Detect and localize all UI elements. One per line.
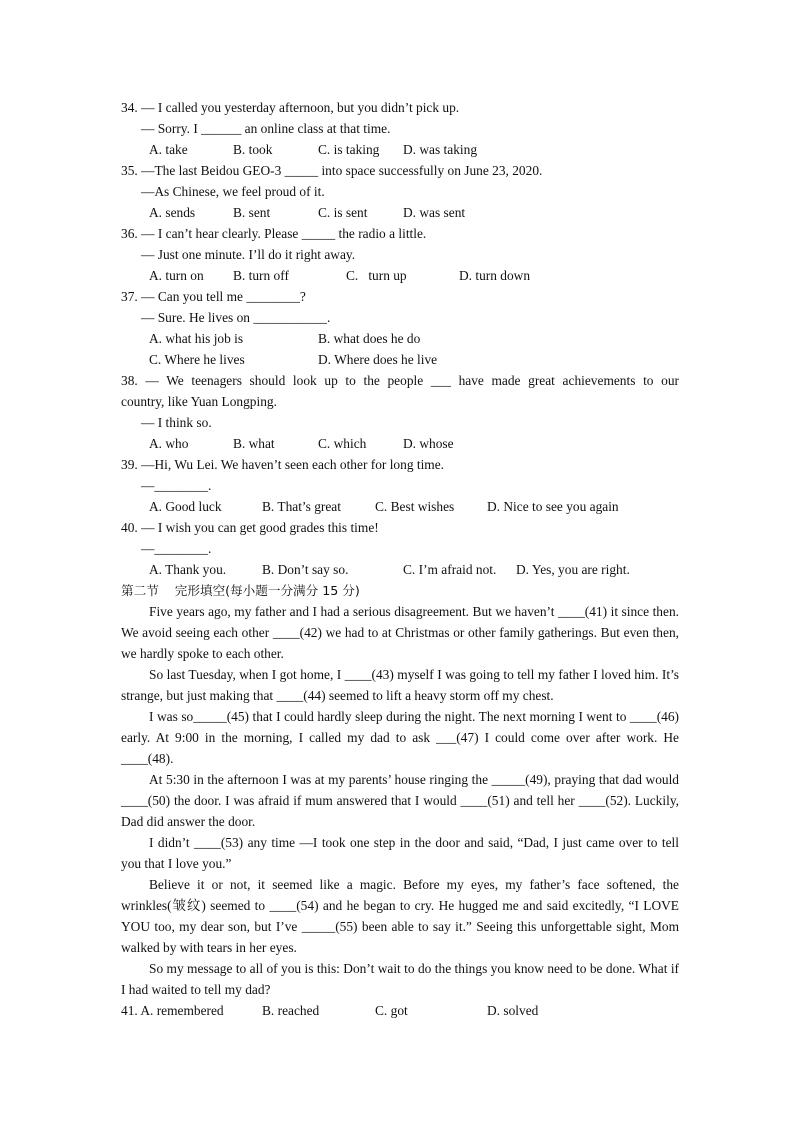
options-row: [121, 433, 679, 454]
passage-paragraph: I was so_____(45) that I could hardly sleep during the night. The next morning I went to ____(46) early. At 9:00 in the morning, I called my dad to ask ___(47) I could come over after work. He ____(48).: [121, 709, 679, 766]
option-d: D. was sent: [403, 205, 466, 220]
option-b: B. Don’t say so.: [262, 562, 349, 577]
question-reply: — Sorry. I ______ an online class at that time.: [141, 121, 391, 136]
options-row: [121, 202, 679, 223]
question-41: [121, 1000, 679, 1021]
options-row: [121, 559, 679, 580]
page-content: [121, 97, 679, 1021]
question-39: [121, 454, 679, 517]
option-d: D. Where does he live: [318, 352, 438, 367]
option-b: B. what: [233, 436, 275, 451]
question-34: [121, 97, 679, 160]
option-c: C. is sent: [318, 205, 368, 220]
option-a: A. take: [149, 142, 188, 157]
option-c: C. Best wishes: [375, 499, 455, 514]
option-d: D. turn down: [459, 268, 531, 283]
option-b: B. That’s great: [262, 499, 341, 514]
question-35: [121, 160, 679, 223]
question-stem: 34. — I called you yesterday afternoon, but you didn’t pick up.: [121, 100, 460, 115]
option-d: D. solved: [487, 1003, 539, 1018]
passage-paragraph: Five years ago, my father and I had a serious disagreement. But we haven’t ____(41) it since then. We avoid seeing each other ____(42) we had to at Christmas or other family gatherings. But even then, we hardly spoke to each other.: [121, 604, 679, 661]
option-c: C. turn up: [346, 268, 407, 283]
question-reply: — I think so.: [141, 415, 212, 430]
question-38: [121, 370, 679, 454]
option-d: D. Yes, you are right.: [516, 562, 630, 577]
cloze-passage: [121, 601, 679, 1000]
options-row: [121, 328, 679, 349]
option-d: D. Nice to see you again: [487, 499, 619, 514]
options-row: [121, 139, 679, 160]
question-stem: 38. — We teenagers should look up to the people ___ have made great achievements to our: [121, 373, 679, 388]
options-row: [121, 349, 679, 370]
question-stem: 39. —Hi, Wu Lei. We haven’t seen each other for long time.: [121, 457, 445, 472]
option-c: C. I’m afraid not.: [403, 562, 497, 577]
option-a: A. Good luck: [149, 499, 222, 514]
passage-paragraph: So last Tuesday, when I got home, I ____(43) myself I was going to tell my father I loved him. It’s strange, but just making that ____(44) seemed to lift a heavy storm off my chest.: [121, 667, 679, 703]
options-row: [121, 1000, 679, 1021]
passage-paragraph: At 5:30 in the afternoon I was at my parents’ house ringing the _____(49), praying that dad would ____(50) the door. I was afraid if mum answered that I would ____(51) and tell her ____(52). Luckily, Dad did answer the door.: [121, 772, 679, 829]
question-stem-continued: country, like Yuan Longping.: [121, 394, 277, 409]
option-b: B. took: [233, 142, 273, 157]
passage-paragraph: I didn’t ____(53) any time —I took one step in the door and said, “Dad, I just came over to tell you that I love you.”: [121, 835, 679, 871]
question-reply: —As Chinese, we feel proud of it.: [141, 184, 325, 199]
option-a: A. turn on: [149, 268, 204, 283]
question-reply: — Sure. He lives on ___________.: [141, 310, 331, 325]
section-heading: 第二节 完形填空(每小题一分满分 15 分): [121, 583, 360, 598]
option-b: B. sent: [233, 205, 271, 220]
option-b: B. turn off: [233, 268, 289, 283]
passage-paragraph: Believe it or not, it seemed like a magic. Before my eyes, my father’s face softened, the wrinkles(皱纹) seemed to ____(54) and he began to cry. He hugged me and said excitedly, “I LOVE YOU too, my dear son, but I’ve _____(55) been able to say it.” Seeing this unforgettable sight, Mom walked by with tears in her eyes.: [121, 877, 679, 955]
option-b: B. reached: [262, 1003, 320, 1018]
question-40: [121, 517, 679, 580]
option-a: 41. A. remembered: [121, 1003, 224, 1018]
option-a: A. Thank you.: [149, 562, 227, 577]
question-reply: —________.: [141, 541, 212, 556]
options-row: [121, 265, 679, 286]
option-a: A. sends: [149, 205, 196, 220]
question-37: [121, 286, 679, 370]
question-reply: — Just one minute. I’ll do it right away.: [141, 247, 356, 262]
option-c: C. is taking: [318, 142, 380, 157]
question-stem: 36. — I can’t hear clearly. Please _____ the radio a little.: [121, 226, 427, 241]
option-c: C. Where he lives: [149, 352, 245, 367]
option-d: D. whose: [403, 436, 454, 451]
option-d: D. was taking: [403, 142, 478, 157]
question-stem: 40. — I wish you can get good grades this time!: [121, 520, 379, 535]
option-c: C. which: [318, 436, 367, 451]
question-reply: —________.: [141, 478, 212, 493]
option-b: B. what does he do: [318, 331, 421, 346]
question-stem: 37. — Can you tell me ________?: [121, 289, 306, 304]
options-row: [121, 496, 679, 517]
option-a: A. who: [149, 436, 189, 451]
option-a: A. what his job is: [149, 331, 244, 346]
passage-paragraph: So my message to all of you is this: Don’t wait to do the things you know need to be done. What if I had waited to tell my dad?: [121, 961, 679, 997]
question-stem: 35. —The last Beidou GEO-3 _____ into space successfully on June 23, 2020.: [121, 163, 543, 178]
option-c: C. got: [375, 1003, 408, 1018]
question-36: [121, 223, 679, 286]
